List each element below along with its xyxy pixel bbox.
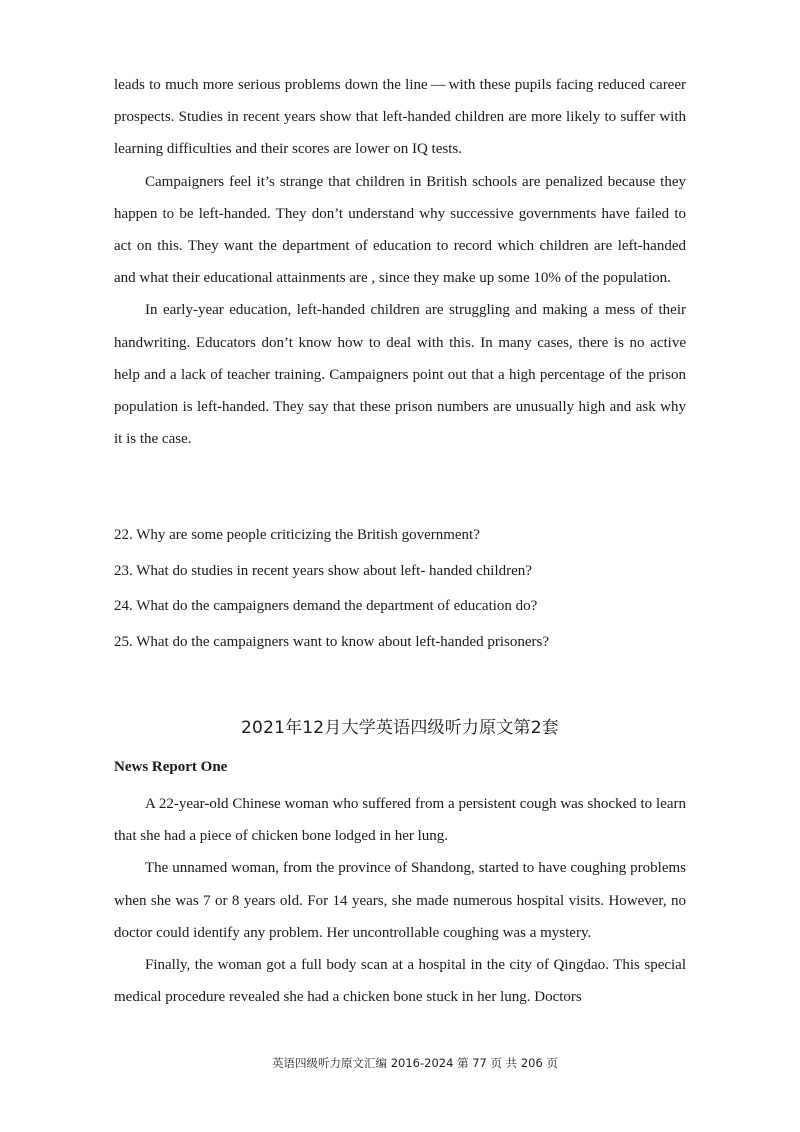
paragraph: Finally, the woman got a full body scan at a hospital in the city of Qingdao. This special medical procedure revealed she had a chicken bone stuck in her lung. Doctors	[114, 957, 686, 1006]
paragraph: The unnamed woman, from the province of Shandong, started to have coughing problems when she was 7 or 8 years old. For 14 years, she made numerous hospital visits. However, no doctor could identify any problem. Her uncontrollable coughing was a mystery.	[114, 860, 686, 941]
footer-collection: 英语四级听力原文汇编 2016-2024	[272, 1056, 454, 1070]
paragraph: In early-year education, left-handed children are struggling and making a mess of their handwriting. Educators don’t know how to deal with this. In many cases, there is no active help and a lack of teacher training. Campaigners point out that a high percentage of the prison population is left-handed. They say that these prison numbers are unusually high and ask why it is the case.	[114, 302, 686, 448]
footer-page-suffix: 页	[546, 1056, 558, 1070]
section-title: 2021年12月大学英语四级听力原文第2套	[241, 718, 559, 738]
footer-page-prefix: 第	[457, 1056, 469, 1070]
question-list	[114, 518, 686, 660]
continued-passage	[114, 69, 686, 455]
question-item: 23. What do studies in recent years show about left- handed children?	[114, 562, 532, 579]
question-item: 22. Why are some people criticizing the British government?	[114, 527, 480, 543]
page-footer	[0, 1053, 800, 1073]
question-item: 24. What do the campaigners demand the department of education do?	[114, 598, 538, 614]
paragraph: leads to much more serious problems down the line — with these pupils facing reduced career prospects. Studies in recent years show that left-handed children are more likely to suffer with learning difficulties and their scores are lower on IQ tests.	[114, 77, 686, 158]
footer-page-mid: 页 共	[490, 1056, 518, 1070]
paragraph: A 22-year-old Chinese woman who suffered from a persistent cough was shocked to learn that she had a piece of chicken bone lodged in her lung.	[114, 796, 686, 845]
report-passage	[114, 788, 686, 1013]
footer-total-pages: 206	[520, 1056, 543, 1070]
paragraph: Campaigners feel it’s strange that children in British schools are penalized because they happen to be left-handed. They don’t understand why successive governments have failed to act on this. They want the department of education to record which children are left-handed and what their educational attainments are , since they make up some 10% of the population.	[114, 173, 686, 287]
question-item: 25. What do the campaigners want to know about left-handed prisoners?	[114, 633, 550, 650]
report-title: News Report One	[114, 759, 228, 775]
footer-page-number: 77	[472, 1056, 487, 1070]
